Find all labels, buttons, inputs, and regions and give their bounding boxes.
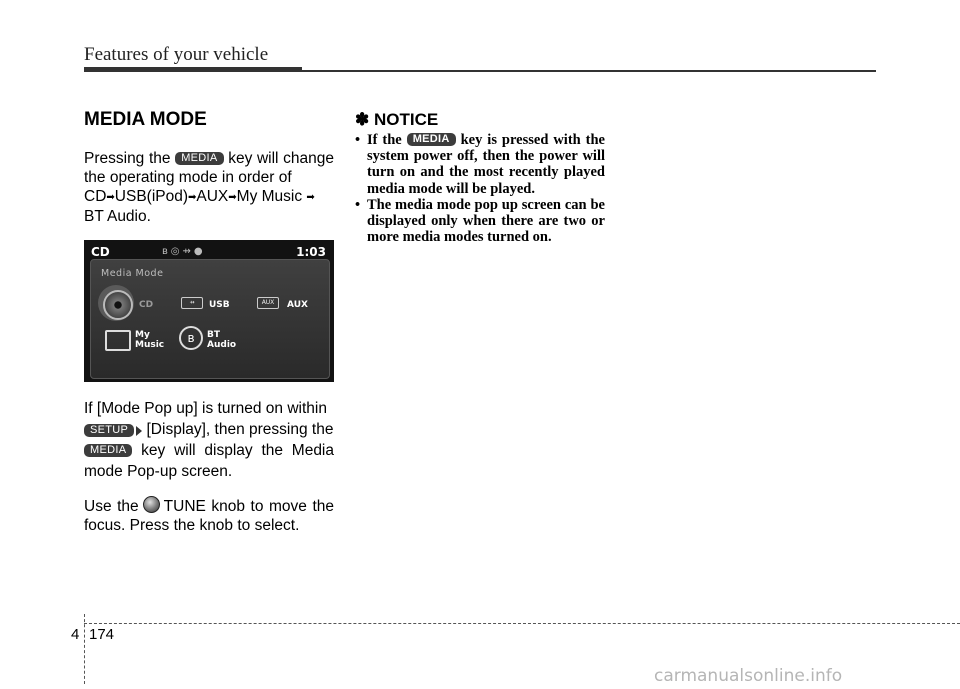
- footer-divider: [84, 614, 85, 684]
- folder-music-icon: [105, 330, 131, 351]
- aux-icon: AUX: [257, 297, 279, 309]
- section-heading: MEDIA MODE: [84, 109, 207, 130]
- notice-item: • The media mode pop up screen can be displayed only when there are two or more media modes turned on.: [355, 197, 605, 246]
- tune-paragraph: Use the TUNE knob to move the focus. Press the knob to select.: [84, 498, 334, 534]
- status-source: CD: [91, 245, 110, 259]
- mode-item-my-music[interactable]: My Music: [135, 330, 165, 350]
- notice-title: ✽ NOTICE: [355, 110, 439, 129]
- popup-title: Media Mode: [101, 268, 164, 279]
- tune-knob-icon: [143, 496, 160, 513]
- header-rule-accent: [84, 67, 302, 72]
- usb-icon: ⇸: [182, 246, 194, 257]
- notice-list: [355, 132, 605, 245]
- footer-rule: [84, 623, 960, 624]
- cd-disc-icon: [103, 290, 133, 320]
- status-time: 1:03: [296, 245, 326, 259]
- page-number: 174: [89, 626, 115, 643]
- aux-icon: ●: [193, 246, 206, 257]
- mode-item-cd[interactable]: CD: [139, 300, 154, 310]
- popup-paragraph: If [Mode Pop up] is turned on within SETUP [Display], then pressing the MEDIA key will display the Media mode Pop-up screen.: [84, 400, 335, 480]
- arrow-right-icon: ➡: [188, 192, 197, 203]
- play-arrow-icon: [136, 426, 142, 436]
- left-column: [84, 110, 334, 549]
- chapter-number: 4: [71, 626, 80, 643]
- watermark: carmanualsonline.info: [654, 666, 843, 686]
- bluetooth-icon: ʙ: [179, 326, 203, 350]
- mode-item-usb[interactable]: USB: [209, 300, 230, 310]
- mode-sequence: CD➡USB(iPod)➡AUX➡My Music ➡ BT Audio.: [84, 188, 315, 225]
- media-key-badge: MEDIA: [84, 444, 132, 457]
- mode-item-aux[interactable]: AUX: [287, 300, 308, 310]
- cd-icon: ◎: [170, 246, 183, 257]
- arrow-right-icon: ➡: [306, 192, 315, 203]
- header-title: Features of your vehicle: [84, 44, 269, 65]
- media-mode-screen: [84, 240, 334, 382]
- notice-box: [355, 110, 605, 245]
- usb-icon: ⇸: [181, 297, 203, 309]
- notice-item: • If the MEDIA key is pressed with the system power off, then the power will turn on and the most recently played media mode will be played.: [355, 132, 605, 197]
- arrow-right-icon: ➡: [228, 192, 237, 203]
- mode-item-bt-audio[interactable]: BT Audio: [207, 330, 237, 350]
- media-mode-popup: [90, 259, 330, 379]
- bluetooth-icon: ʙ: [162, 246, 171, 257]
- arrow-right-icon: ➡: [106, 192, 115, 203]
- setup-key-badge: SETUP: [84, 424, 142, 437]
- media-mode-paragraph: Pressing the MEDIA key will change the operating mode in order of CD➡USB(iPod)➡AUX➡My Music ➡ BT Audio.: [84, 150, 335, 225]
- media-key-badge: MEDIA: [407, 133, 456, 146]
- media-key-badge: MEDIA: [175, 152, 223, 165]
